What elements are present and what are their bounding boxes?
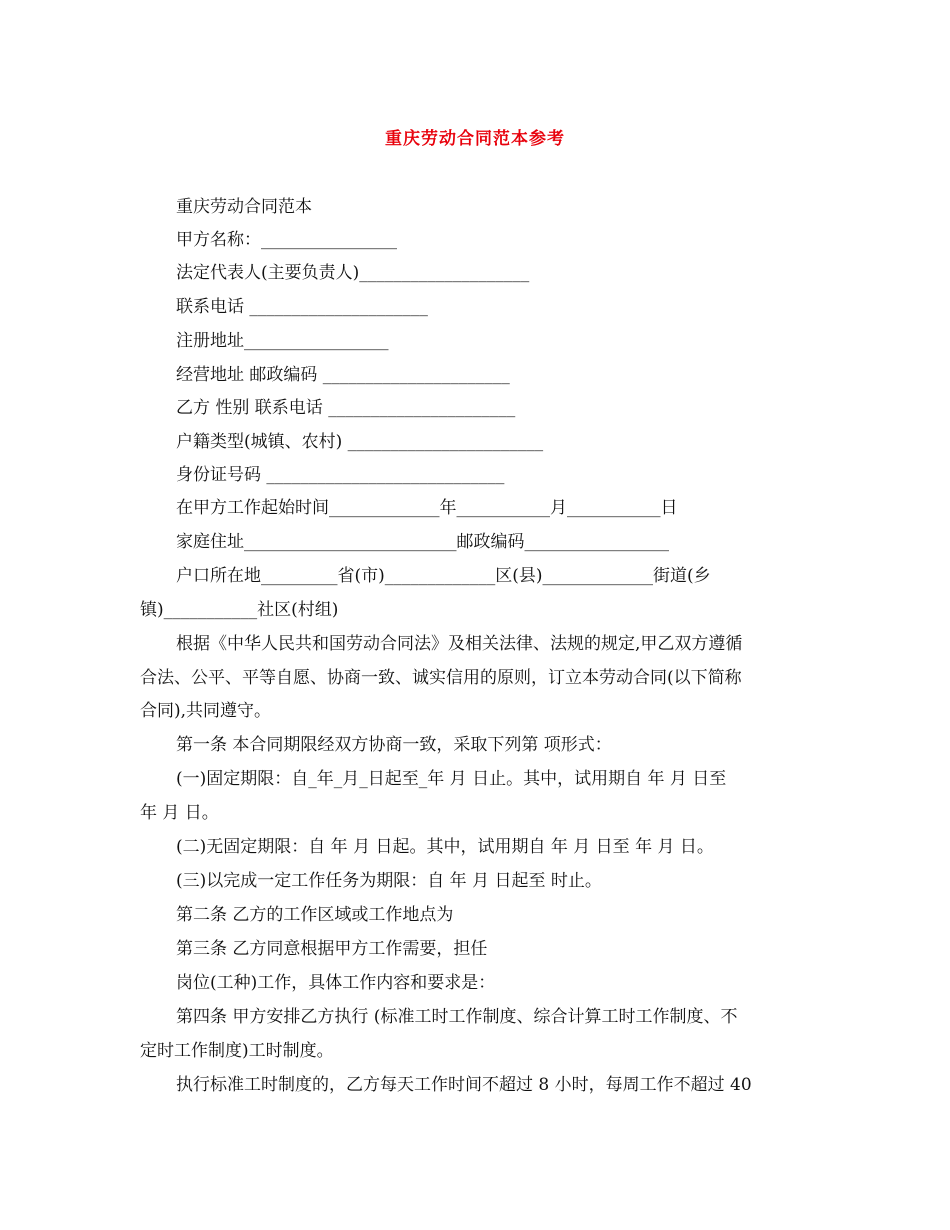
document-title: 重庆劳动合同范本参考: [385, 129, 565, 149]
line-household-type: 户籍类型(城镇、农村) _______________________: [176, 432, 544, 452]
line-fixed-term-cont: 年 月 日。: [140, 803, 219, 823]
line-hukou-location-cont: 镇)___________社区(村组): [140, 600, 339, 620]
line-position: 岗位(工种)工作，具体工作内容和要求是：: [176, 973, 496, 993]
line-biz-address: 经营地址 邮政编码 ______________________: [176, 365, 510, 385]
line-article-1: 第一条 本合同期限经双方协商一致，采取下列第 项形式：: [176, 735, 612, 755]
line-preamble-3: 合同),共同遵守。: [140, 701, 272, 721]
line-phone: 联系电话 _____________________: [176, 297, 428, 317]
line-start-date: 在甲方工作起始时间_____________年___________月___________日: [176, 498, 678, 518]
line-fixed-term: (一)固定期限：自_年_月_日起至_年 月 日止。其中，试用期自 年 月 日至: [176, 769, 727, 789]
line-article-4: 第四条 甲方安排乙方执行 (标准工时工作制度、综合计算工时工作制度、不: [176, 1007, 738, 1027]
line-home-address: 家庭住址_________________________邮政编码_________________: [176, 532, 669, 552]
line-article-2: 第二条 乙方的工作区域或工作地点为: [176, 905, 454, 925]
line-standard-hours: 执行标准工时制度的，乙方每天工作时间不超过 8 小时，每周工作不超过 40: [176, 1075, 752, 1095]
line-preamble-1: 根据《中华人民共和国劳动合同法》及相关法律、法规的规定,甲乙双方遵循: [176, 634, 743, 654]
line-open-term: (二)无固定期限：自 年 月 日起。其中，试用期自 年 月 日至 年 月 日。: [176, 837, 714, 857]
line-article-4-cont: 定时工作制度)工时制度。: [140, 1041, 334, 1061]
line-party-b: 乙方 性别 联系电话 ______________________: [176, 398, 516, 418]
line-legal-rep: 法定代表人(主要负责人)____________________: [176, 263, 530, 283]
line-hukou-location: 户口所在地_________省(市)_____________区(县)_____________街道(乡: [176, 566, 711, 586]
line-task-term: (三)以完成一定工作任务为期限：自 年 月 日起至 时止。: [176, 871, 602, 891]
line-article-3: 第三条 乙方同意根据甲方工作需要，担任: [176, 939, 488, 959]
line-id-number: 身份证号码 ____________________________: [176, 465, 505, 485]
line-reg-address: 注册地址_________________: [176, 331, 389, 351]
line-subtitle: 重庆劳动合同范本: [176, 197, 312, 217]
line-preamble-2: 合法、公平、平等自愿、协商一致、诚实信用的原则，订立本劳动合同(以下简称: [140, 668, 742, 688]
line-party-a-name: 甲方名称：________________: [176, 230, 397, 250]
